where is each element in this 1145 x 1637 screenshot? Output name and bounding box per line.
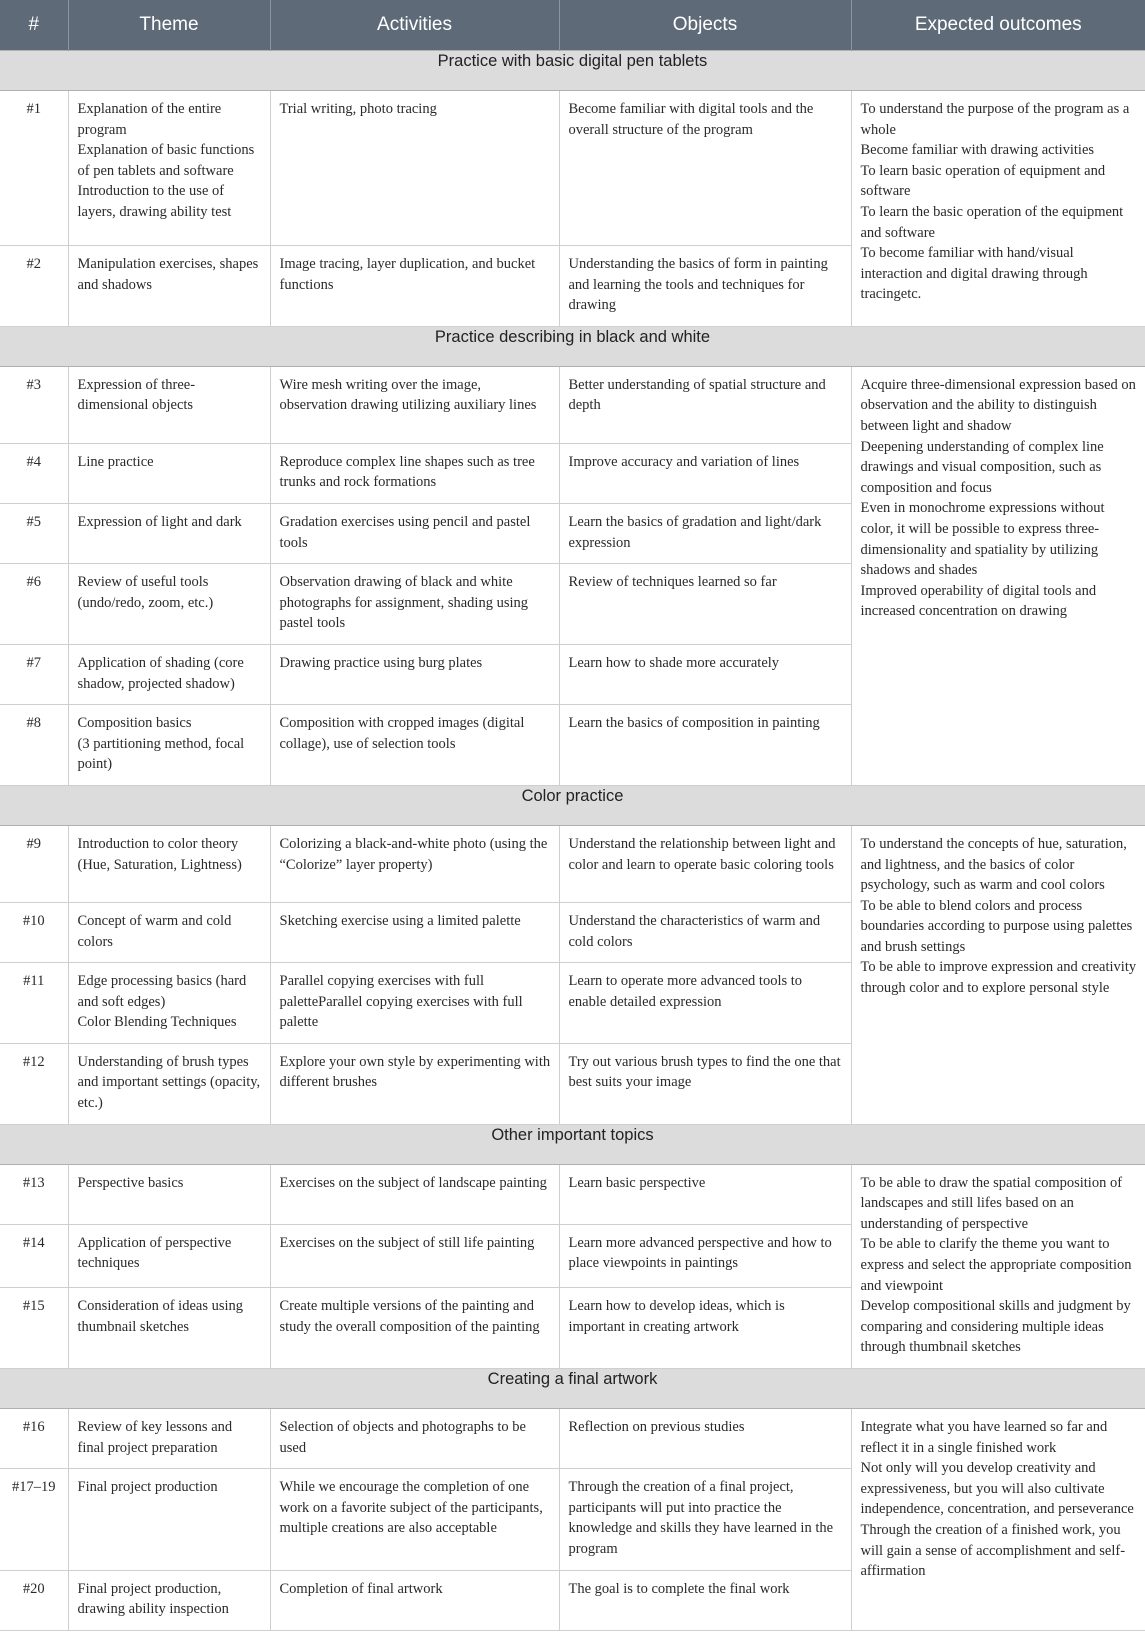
row-number: #10 [0,902,68,962]
row-number: #3 [0,366,68,443]
section-row [0,785,1145,825]
row-number: #16 [0,1409,68,1469]
theme-cell: Application of shading (core shadow, projected shadow) [68,644,270,704]
expected-outcomes-cell: To be able to draw the spatial composition of landscapes and still lifes based on an understanding of perspective To be able to clarify the theme you want to express and select the appropriate composition and viewpoint Develop compositional skills and judgment by comparing and considering multiple ideas through thumbnail sketches [851,1164,1145,1368]
objects-cell: Become familiar with digital tools and the overall structure of the program [559,91,851,246]
activities-cell: Observation drawing of black and white photographs for assignment, shading using pastel tools [270,564,559,645]
activities-cell: Parallel copying exercises with full paletteParallel copying exercises with full palette [270,963,559,1044]
activities-cell: Gradation exercises using pencil and pastel tools [270,503,559,563]
objects-cell: Learn to operate more advanced tools to enable detailed expression [559,963,851,1044]
objects-cell: Understand the characteristics of warm and cold colors [559,902,851,962]
table-header [0,0,1145,51]
row-number: #13 [0,1164,68,1224]
objects-cell: Learn the basics of composition in painting [559,705,851,786]
row-number: #17–19 [0,1469,68,1570]
objects-cell: The goal is to complete the final work [559,1570,851,1630]
expected-outcomes-cell: To understand the purpose of the program as a whole Become familiar with drawing activities To learn basic operation of equipment and software To learn the basic operation of the equipment and software To become familiar with hand/visual interaction and digital drawing through tracingetc. [851,91,1145,327]
theme-cell: Manipulation exercises, shapes and shadows [68,246,270,327]
objects-cell: Review of techniques learned so far [559,564,851,645]
objects-cell: Better understanding of spatial structure and depth [559,366,851,443]
expected-outcomes-cell: To understand the concepts of hue, saturation, and lightness, and the basics of color psychology, such as warm and cool colors To be able to blend colors and process boundaries according to purpose using palettes and brush settings To be able to improve expression and creativity through color and to explore personal style [851,825,1145,1124]
header-number: # [0,0,68,51]
theme-cell: Composition basics (3 partitioning method, focal point) [68,705,270,786]
theme-cell: Perspective basics [68,1164,270,1224]
objects-cell: Understand the relationship between light and color and learn to operate basic coloring tools [559,825,851,902]
activities-cell: Exercises on the subject of landscape painting [270,1164,559,1224]
activities-cell: Image tracing, layer duplication, and bucket functions [270,246,559,327]
theme-cell: Application of perspective techniques [68,1224,270,1287]
activities-cell: Exercises on the subject of still life painting [270,1224,559,1287]
objects-cell: Learn basic perspective [559,1164,851,1224]
row-number: #8 [0,705,68,786]
row-number: #15 [0,1287,68,1368]
theme-cell: Review of useful tools (undo/redo, zoom, etc.) [68,564,270,645]
section-title: Other important topics [0,1124,1145,1164]
section-row [0,1369,1145,1409]
activities-cell: Colorizing a black-and-white photo (using the “Colorize” layer property) [270,825,559,902]
section-row [0,51,1145,91]
table-row [0,825,1145,902]
objects-cell: Learn the basics of gradation and light/dark expression [559,503,851,563]
row-number: #20 [0,1570,68,1630]
table-row [0,1409,1145,1469]
expected-outcomes-cell: Acquire three-dimensional expression based on observation and the ability to distinguish between light and shadow Deepening understanding of complex line drawings and visual composition, such as composition and focus Even in monochrome expressions without color, it will be possible to express three-dimensionality and spatiality by utilizing shadows and shades Improved operability of digital tools and increased concentration on drawing [851,366,1145,785]
activities-cell: Sketching exercise using a limited palette [270,902,559,962]
objects-cell: Improve accuracy and variation of lines [559,443,851,503]
row-number: #14 [0,1224,68,1287]
row-number: #6 [0,564,68,645]
row-number: #5 [0,503,68,563]
row-number: #2 [0,246,68,327]
table-body [0,51,1145,1631]
activities-cell: Trial writing, photo tracing [270,91,559,246]
theme-cell: Expression of light and dark [68,503,270,563]
header-expected-outcomes: Expected outcomes [851,0,1145,51]
expected-outcomes-cell: Integrate what you have learned so far and reflect it in a single finished work Not only will you develop creativity and expressiveness, but you will also cultivate independence, concentration, and perseverance Through the creation of a finished work, you will gain a sense of accomplishment and self-affirmation [851,1409,1145,1631]
theme-cell: Consideration of ideas using thumbnail sketches [68,1287,270,1368]
activities-cell: Wire mesh writing over the image, observation drawing utilizing auxiliary lines [270,366,559,443]
theme-cell: Edge processing basics (hard and soft edges) Color Blending Techniques [68,963,270,1044]
activities-cell: While we encourage the completion of one work on a favorite subject of the participants, multiple creations are also acceptable [270,1469,559,1570]
section-title: Creating a final artwork [0,1369,1145,1409]
table-row [0,366,1145,443]
theme-cell: Introduction to color theory (Hue, Saturation, Lightness) [68,825,270,902]
objects-cell: Learn how to develop ideas, which is important in creating artwork [559,1287,851,1368]
header-row [0,0,1145,51]
objects-cell: Through the creation of a final project, participants will put into practice the knowledge and skills they have learned in the program [559,1469,851,1570]
activities-cell: Explore your own style by experimenting with different brushes [270,1043,559,1124]
row-number: #7 [0,644,68,704]
section-row [0,1124,1145,1164]
objects-cell: Try out various brush types to find the one that best suits your image [559,1043,851,1124]
section-title: Practice with basic digital pen tablets [0,51,1145,91]
row-number: #9 [0,825,68,902]
theme-cell: Explanation of the entire program Explanation of basic functions of pen tablets and software Introduction to the use of layers, drawing ability test [68,91,270,246]
objects-cell: Learn how to shade more accurately [559,644,851,704]
section-title: Color practice [0,785,1145,825]
row-number: #4 [0,443,68,503]
activities-cell: Selection of objects and photographs to be used [270,1409,559,1469]
theme-cell: Concept of warm and cold colors [68,902,270,962]
table-row [0,1164,1145,1224]
row-number: #12 [0,1043,68,1124]
theme-cell: Understanding of brush types and important settings (opacity, etc.) [68,1043,270,1124]
section-title: Practice describing in black and white [0,326,1145,366]
section-row [0,326,1145,366]
objects-cell: Learn more advanced perspective and how to place viewpoints in paintings [559,1224,851,1287]
objects-cell: Understanding the basics of form in painting and learning the tools and techniques for drawing [559,246,851,327]
row-number: #1 [0,91,68,246]
activities-cell: Create multiple versions of the painting and study the overall composition of the painting [270,1287,559,1368]
theme-cell: Line practice [68,443,270,503]
activities-cell: Reproduce complex line shapes such as tree trunks and rock formations [270,443,559,503]
activities-cell: Composition with cropped images (digital collage), use of selection tools [270,705,559,786]
objects-cell: Reflection on previous studies [559,1409,851,1469]
header-activities: Activities [270,0,559,51]
header-objects: Objects [559,0,851,51]
activities-cell: Drawing practice using burg plates [270,644,559,704]
row-number: #11 [0,963,68,1044]
theme-cell: Final project production [68,1469,270,1570]
header-theme: Theme [68,0,270,51]
theme-cell: Expression of three-dimensional objects [68,366,270,443]
table-row [0,91,1145,246]
theme-cell: Review of key lessons and final project preparation [68,1409,270,1469]
theme-cell: Final project production, drawing ability inspection [68,1570,270,1630]
activities-cell: Completion of final artwork [270,1570,559,1630]
